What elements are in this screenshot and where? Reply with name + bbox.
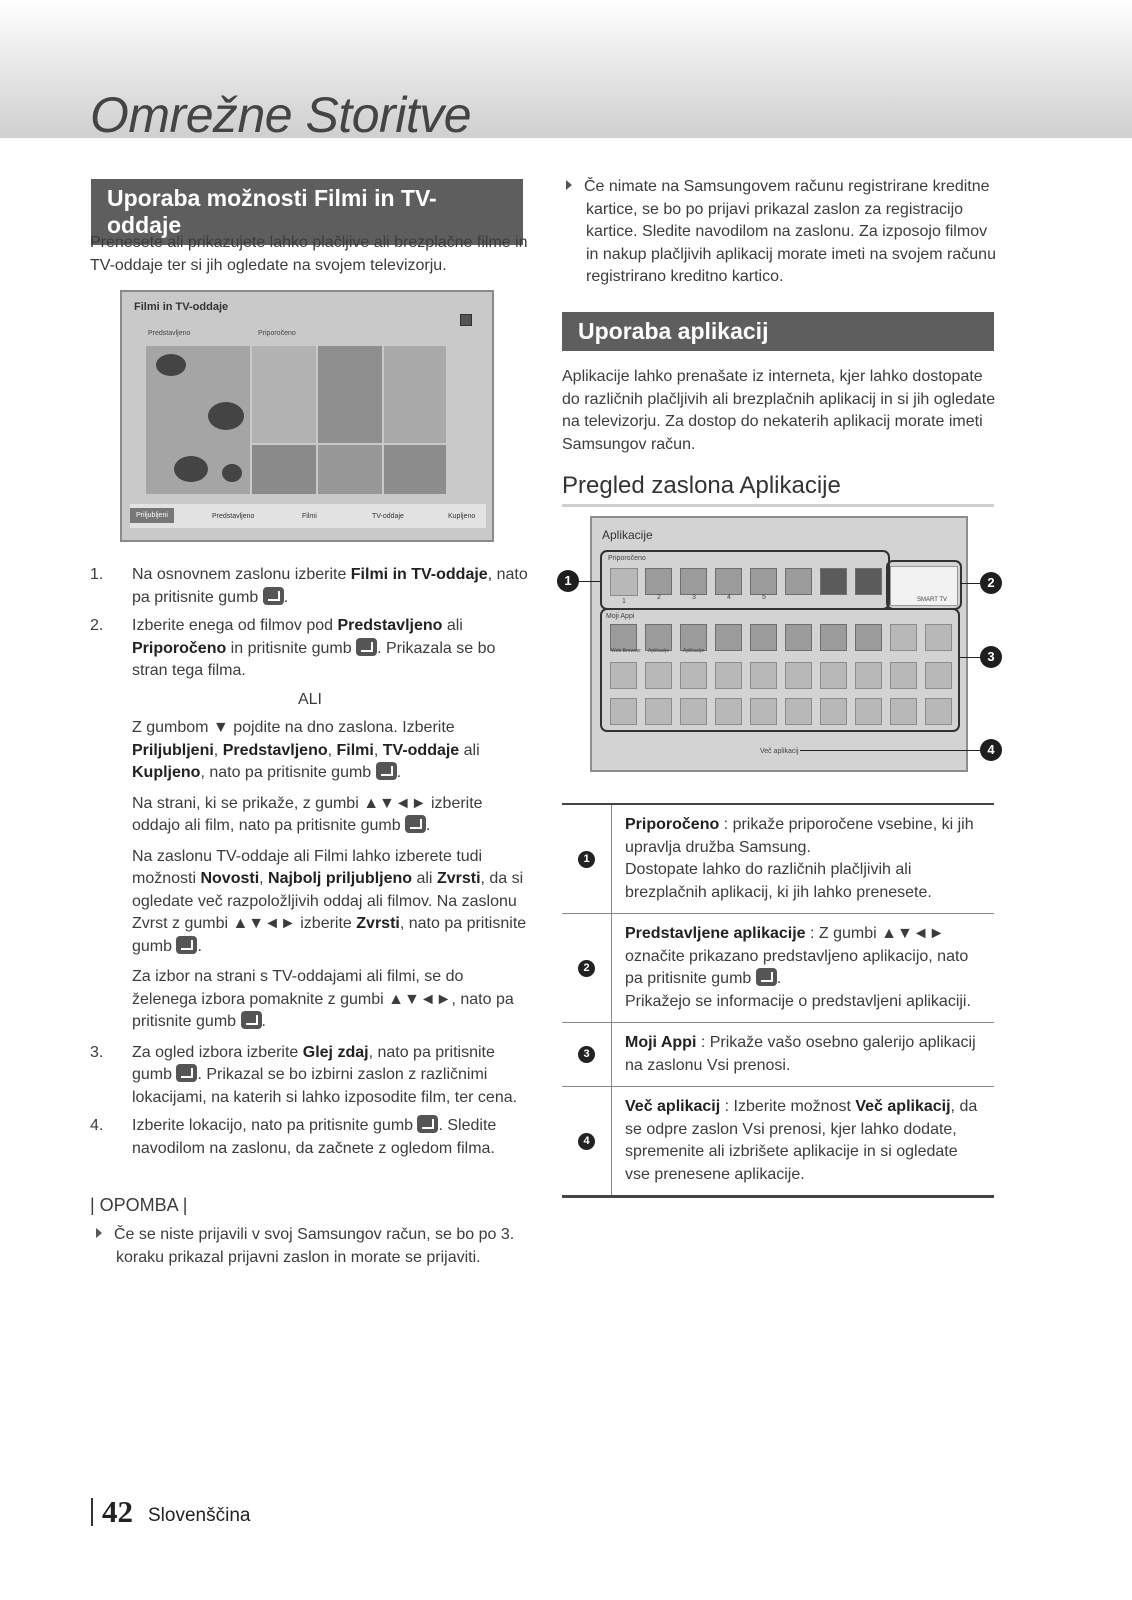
step-text: . — [261, 1013, 266, 1030]
row-desc: , da se odpre zaslon Vsi prenosi, kjer lahko dodate, spremenite ali izbrišete aplikacije in si ogledate vse prenesene aplikacije. — [625, 1098, 978, 1183]
enter-button-icon — [176, 936, 197, 954]
callout-4: 4 — [980, 739, 1002, 761]
apps-screenshot — [590, 516, 968, 772]
steps-list — [90, 564, 530, 1166]
row-desc: : Prikaže vašo osebno galerijo aplikacij na zaslonu Vsi prenosi. — [625, 1034, 976, 1074]
step-text: , — [327, 741, 337, 759]
my-apps-label: Moji Appi — [606, 613, 635, 620]
row-desc: : prikaže priporočene vsebine, ki jih upravlja družba Samsung. — [625, 816, 974, 856]
step-text: . — [283, 588, 289, 606]
step-2-para-4 — [90, 966, 530, 1034]
page-number: 42 — [102, 1494, 133, 1529]
row-number-cell — [562, 1023, 612, 1086]
enter-button-icon — [376, 762, 397, 780]
screenshot-title: Filmi in TV-oddaje — [134, 301, 229, 313]
step-text: Na strani, ki se prikaže, z gumbi ▲▼◄► izberite oddajo ali film, nato pa pritisnite gumb — [132, 794, 483, 834]
featured-apps-outline — [886, 560, 962, 610]
table-row — [562, 1023, 994, 1087]
screenshot-title: Aplikacije — [602, 528, 653, 542]
recommended-outline — [600, 550, 890, 610]
row-badge: 4 — [578, 1133, 595, 1150]
step-1 — [90, 564, 530, 609]
tile-number: 2 — [657, 594, 661, 601]
row-term: Več aplikacij — [625, 1098, 721, 1115]
chapter-title: Omrežne Storitve — [90, 87, 472, 143]
step-text: , nato pa pritisnite gumb — [200, 764, 376, 781]
step-text: Z gumbom ▼ pojdite na dno zaslona. Izberite — [132, 719, 455, 736]
step-number: 3. — [90, 1043, 104, 1061]
row-number-cell — [562, 914, 612, 1022]
step-text: Za izbor na strani s TV-oddajami ali filmi, se do želenega izbora pomaknite z gumbi ▲▼◄►, nato pa pritisnite gumb — [132, 968, 514, 1030]
flower-icon — [222, 464, 242, 482]
step-text: , nato pa pritisnite gumb — [132, 566, 528, 606]
nav-favorites[interactable]: Priljubljeni — [130, 508, 174, 523]
callout-line — [960, 657, 980, 658]
subsection-rule — [562, 504, 994, 507]
step-text: , da si ogledate več razpoložljivih oddaj ali filmov. Na zaslonu Zvrst z gumbi ▲▼◄► izberite — [132, 870, 524, 932]
section-title-movies: Uporaba možnosti Filmi in TV-oddaje — [91, 179, 523, 245]
step-text: , — [259, 870, 269, 887]
bullet-arrow-icon — [96, 1228, 102, 1238]
footer-bar — [91, 1498, 93, 1526]
movies-screenshot — [120, 290, 494, 542]
row-term: Moji Appi — [625, 1034, 697, 1051]
table-row — [562, 1087, 994, 1195]
step-term: Kupljeno — [132, 764, 201, 781]
nav-featured[interactable]: Predstavljeno — [212, 513, 255, 520]
step-term: Zvrsti — [436, 870, 481, 887]
apps-intro: Aplikacije lahko prenašate iz interneta, kjer lahko dostopate do različnih plačljivih ali brezplačnih aplikacij in si jih ogledate na televizorju. Za dostop do nekaterih aplikacij morate imeti Samsungov račun. — [562, 368, 996, 453]
flower-icon — [174, 456, 208, 482]
step-2-para-1 — [90, 717, 530, 785]
row-desc: . — [776, 970, 782, 987]
tile-number: 4 — [727, 594, 731, 601]
row-term: Priporočeno — [625, 816, 720, 833]
callout-2: 2 — [980, 572, 1002, 594]
step-text: ali — [459, 741, 480, 759]
step-text: , — [213, 741, 223, 759]
flower-icon — [208, 402, 244, 430]
step-text: Za ogled izbora izberite — [132, 1043, 303, 1061]
row-desc: : Z gumbi ▲▼◄► označite prikazano predstavljeno aplikacijo, nato pa pritisnite gumb — [625, 925, 969, 987]
nav-purchased[interactable]: Kupljeno — [448, 513, 476, 520]
step-number: 1. — [90, 566, 104, 583]
movie-tile — [384, 445, 446, 494]
step-text: Izberite lokacijo, nato pa pritisnite gumb — [132, 1117, 418, 1134]
flower-icon — [156, 354, 186, 376]
step-number: 2. — [90, 617, 104, 634]
step-term: Priporočeno — [132, 639, 227, 657]
row-term: Predstavljene aplikacije — [625, 925, 806, 942]
row-number-cell — [562, 1087, 612, 1195]
featured-tile — [146, 346, 250, 494]
callout-line — [800, 750, 980, 751]
row-text-cell — [612, 914, 994, 1022]
account-icon — [460, 314, 472, 326]
step-text: . — [197, 937, 202, 955]
enter-button-icon — [241, 1011, 262, 1029]
enter-button-icon — [417, 1115, 438, 1133]
step-text: , — [373, 741, 383, 759]
step-4 — [90, 1115, 530, 1160]
step-text: Izberite enega od filmov pod — [132, 617, 338, 634]
movie-tile — [384, 346, 446, 443]
step-text: in pritisnite gumb — [226, 639, 357, 657]
label-featured: Predstavljeno — [148, 330, 191, 337]
step-term: Priljubljeni — [132, 741, 214, 759]
note-text: Če se niste prijavili v svoj Samsungov račun, se bo po 3. koraku prikazal prijavni zaslon in morate se prijaviti. — [114, 1226, 515, 1266]
step-term: Najbolj priljubljeno — [268, 870, 413, 887]
step-term: Filmi in TV-oddaje — [350, 566, 488, 583]
movie-tile — [252, 445, 316, 494]
step-term: Filmi — [336, 741, 374, 759]
movie-tile — [318, 445, 382, 494]
right-note — [566, 176, 1002, 289]
note-title: | OPOMBA | — [90, 1195, 188, 1215]
step-text: , nato pa pritisnite gumb — [132, 1043, 495, 1083]
nav-movies[interactable]: Filmi — [302, 513, 317, 520]
callout-1: 1 — [557, 570, 579, 592]
step-text: Na osnovnem zaslonu izberite — [132, 566, 351, 583]
note-text: Če nimate na Samsungovem računu registrirane kreditne kartice, se bo po prijavi prikazal zaslon za registracijo kartice. Sledite navodilom na zaslonu. Za izposojo filmov in nakup plačljivih aplikacij morate imeti na svojem računu registrirano kreditno kartico. — [584, 178, 996, 285]
app-label: Aplikacije — [648, 648, 670, 654]
my-apps-outline — [600, 608, 960, 732]
step-text: . Prikazal se bo izbirni zaslon z različnimi lokacijami, na katerih si lahko izposodite film, ter cena. — [132, 1066, 518, 1106]
step-term: Predstavljeno — [337, 617, 443, 634]
footer-language: Slovenščina — [148, 1505, 251, 1526]
bullet-arrow-icon — [566, 180, 572, 190]
step-term: Zvrsti — [356, 915, 400, 932]
step-2 — [90, 615, 530, 683]
tile-number: 1 — [622, 598, 626, 605]
smart-tv-label: SMART TV — [917, 597, 948, 603]
row-badge: 3 — [578, 1046, 595, 1063]
row-extra: Dostopate lahko do različnih plačljivih ali brezplačnih aplikacij, ki jih lahko prenesete. — [625, 861, 932, 901]
step-term: Predstavljeno — [222, 741, 328, 759]
or-separator: ALI — [297, 690, 322, 708]
enter-button-icon — [263, 587, 284, 605]
callout-3: 3 — [980, 646, 1002, 668]
movies-nav-bar — [130, 504, 486, 528]
step-number: 4. — [90, 1117, 104, 1134]
step-text: Na zaslonu TV-oddaje ali Filmi lahko izberete tudi možnosti — [132, 847, 483, 887]
app-label: Web Browser — [611, 648, 641, 654]
row-badge: 2 — [578, 960, 595, 977]
enter-button-icon — [405, 815, 426, 833]
step-text: , nato pa pritisnite gumb — [132, 915, 527, 955]
recommended-label: Priporočeno — [608, 555, 646, 562]
legend-table — [562, 803, 994, 1198]
enter-button-icon — [356, 638, 377, 656]
step-text: . — [426, 817, 431, 834]
more-apps-label[interactable]: Več aplikacij — [760, 748, 799, 755]
movie-tile — [252, 346, 316, 443]
enter-button-icon — [176, 1064, 197, 1082]
app-label: Aplikacije — [683, 648, 705, 654]
step-text: ali — [442, 617, 463, 634]
tile-number: 3 — [692, 594, 696, 601]
section-title-apps: Uporaba aplikacij — [562, 312, 994, 351]
step-text: . Sledite navodilom na zaslonu, da začnete z ogledom filma. — [132, 1117, 497, 1157]
step-text: ali — [412, 870, 437, 887]
step-term: Novosti — [200, 870, 260, 887]
callout-line — [960, 583, 980, 584]
row-text-cell — [612, 1023, 994, 1086]
step-2-para-3 — [90, 846, 530, 959]
table-row — [562, 805, 994, 914]
row-desc: : Izberite možnost — [720, 1098, 856, 1115]
subsection-title: Pregled zaslona Aplikacije — [562, 472, 841, 499]
row-extra: Prikažejo se informacije o predstavljeni aplikaciji. — [625, 992, 971, 1010]
step-term: Glej zdaj — [302, 1043, 369, 1061]
row-text-cell — [612, 1087, 994, 1195]
row-term: Več aplikacij — [855, 1098, 951, 1115]
row-badge: 1 — [578, 851, 595, 868]
step-3 — [90, 1042, 530, 1110]
table-row — [562, 914, 994, 1023]
label-recommended: Priporočeno — [258, 330, 296, 337]
movies-intro: Prenesete ali prikazujete lahko plačljive ali brezplačne filme in TV-oddaje ter si jih ogledate na svojem televizorju. — [90, 234, 528, 274]
row-text-cell — [612, 805, 994, 913]
callout-line — [579, 581, 600, 582]
tile-number: 5 — [762, 594, 766, 601]
step-text: . Prikazala se bo stran tega filma. — [132, 639, 496, 679]
row-number-cell — [562, 805, 612, 913]
left-note — [96, 1224, 536, 1269]
movie-tile — [318, 346, 382, 443]
step-2-para-2 — [90, 793, 530, 838]
nav-tv-shows[interactable]: TV-oddaje — [372, 513, 404, 520]
step-text: . — [396, 764, 402, 781]
enter-button-icon — [756, 968, 777, 986]
step-term: TV-oddaje — [382, 741, 460, 759]
